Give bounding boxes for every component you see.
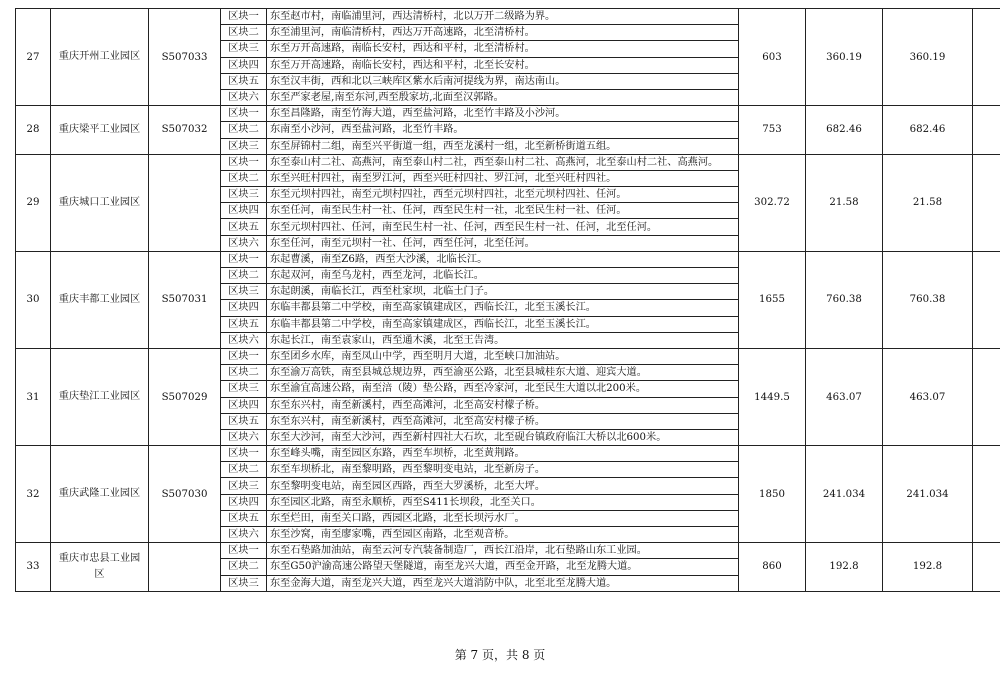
block-boundary: 东至黎明变电站，南至园区西路，西至大罗溪桥，北至大坪。 — [267, 478, 739, 494]
empty-cell — [973, 106, 1000, 155]
block-boundary: 东至元坝村四社、任河，南至民生村一社、任河，西至民生村一社、任河，北至任河。 — [267, 219, 739, 235]
table-row — [16, 9, 1000, 25]
block-boundary: 东至万开高速路，南临长安村，西达和平村，北至清桥村。 — [267, 41, 739, 57]
approved-area: 463.07 — [806, 348, 883, 445]
block-label: 区块五 — [221, 316, 267, 332]
approved-area: 241.034 — [806, 446, 883, 543]
park-name: 重庆梁平工业园区 — [51, 106, 149, 155]
block-label: 区块一 — [221, 348, 267, 364]
block-label: 区块五 — [221, 413, 267, 429]
block-label: 区块二 — [221, 25, 267, 41]
park-code: S507030 — [149, 446, 221, 543]
block-boundary: 东至昌隆路，南至竹海大道，西至盐河路，北至竹丰路及小沙河。 — [267, 106, 739, 122]
park-table-body — [16, 9, 1000, 592]
block-label: 区块五 — [221, 73, 267, 89]
planned-area: 603 — [739, 9, 806, 106]
table-row — [16, 106, 1000, 122]
block-boundary: 东至石垫路加油站，南至云河专汽装备制造厂，西长江沿岸，北石垫路山东工业园。 — [267, 543, 739, 559]
verified-area: 682.46 — [883, 106, 973, 155]
block-label: 区块二 — [221, 170, 267, 186]
block-label: 区块一 — [221, 154, 267, 170]
block-boundary: 东至泰山村二社、高燕河，南至泰山村二社，西至泰山村二社、高燕河，北至泰山村二社、高燕河。 — [267, 154, 739, 170]
block-label: 区块四 — [221, 57, 267, 73]
table-row — [16, 251, 1000, 267]
block-label: 区块三 — [221, 138, 267, 154]
block-boundary: 东至严家老屋,南至东河,西至殷家坊,北面至汉郭路。 — [267, 89, 739, 105]
block-boundary: 东至赵市村，南临浦里河，西达清桥村，北以万开二级路为界。 — [267, 9, 739, 25]
empty-cell — [973, 543, 1000, 592]
block-boundary: 东至东兴村，南至新溪村，西至高滩河，北至高安村檬子桥。 — [267, 413, 739, 429]
table-row — [16, 154, 1000, 170]
verified-area: 192.8 — [883, 543, 973, 592]
block-boundary: 东至大沙河，南至大沙河，西至新村四社大石坎，北至砚台镇政府临江大桥以北600米。 — [267, 429, 739, 445]
verified-area: 241.034 — [883, 446, 973, 543]
block-label: 区块一 — [221, 106, 267, 122]
block-label: 区块六 — [221, 235, 267, 251]
block-boundary: 东至元坝村四社，南至元坝村四社，西至元坝村四社，北至元坝村四社、任河。 — [267, 187, 739, 203]
block-label: 区块五 — [221, 219, 267, 235]
block-label: 区块六 — [221, 527, 267, 543]
block-boundary: 东南至小沙河，西至盐河路，北至竹丰路。 — [267, 122, 739, 138]
table-row — [16, 543, 1000, 559]
approved-area: 192.8 — [806, 543, 883, 592]
park-name: 重庆丰都工业园区 — [51, 251, 149, 348]
empty-cell — [973, 251, 1000, 348]
table-row — [16, 348, 1000, 364]
park-code: S507031 — [149, 251, 221, 348]
planned-area: 302.72 — [739, 154, 806, 251]
empty-cell — [973, 348, 1000, 445]
park-name: 重庆城口工业园区 — [51, 154, 149, 251]
park-table — [15, 8, 1000, 592]
park-number: 32 — [16, 446, 51, 543]
park-number: 33 — [16, 543, 51, 592]
block-label: 区块二 — [221, 365, 267, 381]
block-boundary: 东至园区北路，南至永顺桥，西至S411长坝段，北至关口。 — [267, 494, 739, 510]
block-boundary: 东至渝万高铁，南至县城总规边界，西至渝巫公路，北至县城桂东大道、迎宾大道。 — [267, 365, 739, 381]
block-boundary: 东起曹溪，南至Z6路，西至大沙溪，北临长江。 — [267, 251, 739, 267]
planned-area: 860 — [739, 543, 806, 592]
verified-area: 21.58 — [883, 154, 973, 251]
block-label: 区块一 — [221, 251, 267, 267]
block-boundary: 东临丰都县第二中学校，南至高家镇建成区，西临长江，北至玉溪长江。 — [267, 316, 739, 332]
verified-area: 360.19 — [883, 9, 973, 106]
planned-area: 1850 — [739, 446, 806, 543]
block-label: 区块六 — [221, 429, 267, 445]
block-boundary: 东起双河，南至乌龙村，西至龙河，北临长江。 — [267, 268, 739, 284]
block-boundary: 东至东兴村，南至新溪村，西至高滩河，北至高安村檬子桥。 — [267, 397, 739, 413]
park-name: 重庆垫江工业园区 — [51, 348, 149, 445]
block-label: 区块一 — [221, 9, 267, 25]
block-label: 区块三 — [221, 381, 267, 397]
block-label: 区块五 — [221, 510, 267, 526]
park-number: 31 — [16, 348, 51, 445]
verified-area: 760.38 — [883, 251, 973, 348]
block-label: 区块二 — [221, 122, 267, 138]
block-label: 区块三 — [221, 41, 267, 57]
park-number: 30 — [16, 251, 51, 348]
empty-cell — [973, 9, 1000, 106]
park-code: S507032 — [149, 106, 221, 155]
block-boundary: 东至任河，南至元坝村一社、任河，西至任河，北至任河。 — [267, 235, 739, 251]
block-label: 区块一 — [221, 543, 267, 559]
block-boundary: 东至万开高速路，南临长安村，西达和平村，北至长安村。 — [267, 57, 739, 73]
block-label: 区块六 — [221, 89, 267, 105]
park-number: 28 — [16, 106, 51, 155]
park-code — [149, 543, 221, 592]
block-boundary: 东临丰都县第二中学校，南至高家镇建成区，西临长江，北至玉溪长江。 — [267, 300, 739, 316]
block-label: 区块四 — [221, 300, 267, 316]
block-boundary: 东至汉丰街，西和北以三峡库区紫水后南河提线为界，南达南山。 — [267, 73, 739, 89]
block-boundary: 东至任河，南至民生村一社、任河，西至民生村一社，北至民生村一社、任河。 — [267, 203, 739, 219]
planned-area: 1449.5 — [739, 348, 806, 445]
approved-area: 360.19 — [806, 9, 883, 106]
park-number: 29 — [16, 154, 51, 251]
block-label: 区块六 — [221, 332, 267, 348]
park-code: S507029 — [149, 348, 221, 445]
page-footer: 第 7 页，共 8 页 — [454, 648, 546, 662]
block-boundary: 东至沙窝，南至廖家嘴，西至园区南路，北至观音桥。 — [267, 527, 739, 543]
park-name: 重庆市忠县工业园区 — [51, 543, 149, 592]
verified-area: 463.07 — [883, 348, 973, 445]
block-boundary: 东至车坝桥北，南至黎明路，西至黎明变电站，北至新房子。 — [267, 462, 739, 478]
block-boundary: 东至金海大道，南至龙兴大道，西至龙兴大道消防中队，北至北至龙腾大道。 — [267, 575, 739, 591]
block-boundary: 东至G50沪渝高速公路望天堡隧道，南至龙兴大道，西至金开路，北至龙腾大道。 — [267, 559, 739, 575]
park-name: 重庆武隆工业园区 — [51, 446, 149, 543]
park-code: S507033 — [149, 9, 221, 106]
block-label: 区块三 — [221, 187, 267, 203]
approved-area: 21.58 — [806, 154, 883, 251]
block-label: 区块二 — [221, 268, 267, 284]
park-name: 重庆开州工业园区 — [51, 9, 149, 106]
block-label: 区块三 — [221, 284, 267, 300]
empty-cell — [973, 446, 1000, 543]
park-number: 27 — [16, 9, 51, 106]
block-boundary: 东至渝宜高速公路，南至涪（陵）垫公路，西至冷家河，北至民生大道以北200米。 — [267, 381, 739, 397]
block-label: 区块二 — [221, 462, 267, 478]
planned-area: 753 — [739, 106, 806, 155]
block-label: 区块一 — [221, 446, 267, 462]
block-label: 区块四 — [221, 494, 267, 510]
block-boundary: 东起朗溪，南临长江，西至杜家坝，北临土门子。 — [267, 284, 739, 300]
park-code — [149, 154, 221, 251]
empty-cell — [973, 154, 1000, 251]
block-boundary: 东至烂田，南至关口路，西园区北路，北至长坝污水厂。 — [267, 510, 739, 526]
approved-area: 682.46 — [806, 106, 883, 155]
block-boundary: 东至兴旺村四社，南至罗江河，西至兴旺村四社、罗江河，北至兴旺村四社。 — [267, 170, 739, 186]
block-label: 区块二 — [221, 559, 267, 575]
block-label: 区块三 — [221, 575, 267, 591]
table-row — [16, 446, 1000, 462]
block-boundary: 东至屏锦村二组，南至兴平街道一组，西至龙溪村一组，北至新桥街道五组。 — [267, 138, 739, 154]
block-boundary: 东起长江，南至袁家山，西至通木溪，北至王告湾。 — [267, 332, 739, 348]
block-boundary: 东至峰头嘴，南至园区东路，西至车坝桥，北至黄荆路。 — [267, 446, 739, 462]
block-label: 区块四 — [221, 203, 267, 219]
block-boundary: 东至浦里河，南临清桥村，西达万开高速路，北至清桥村。 — [267, 25, 739, 41]
planned-area: 1655 — [739, 251, 806, 348]
block-label: 区块三 — [221, 478, 267, 494]
block-label: 区块四 — [221, 397, 267, 413]
approved-area: 760.38 — [806, 251, 883, 348]
block-boundary: 东至团乡水库，南至凤山中学，西至明月大道，北至峡口加油站。 — [267, 348, 739, 364]
